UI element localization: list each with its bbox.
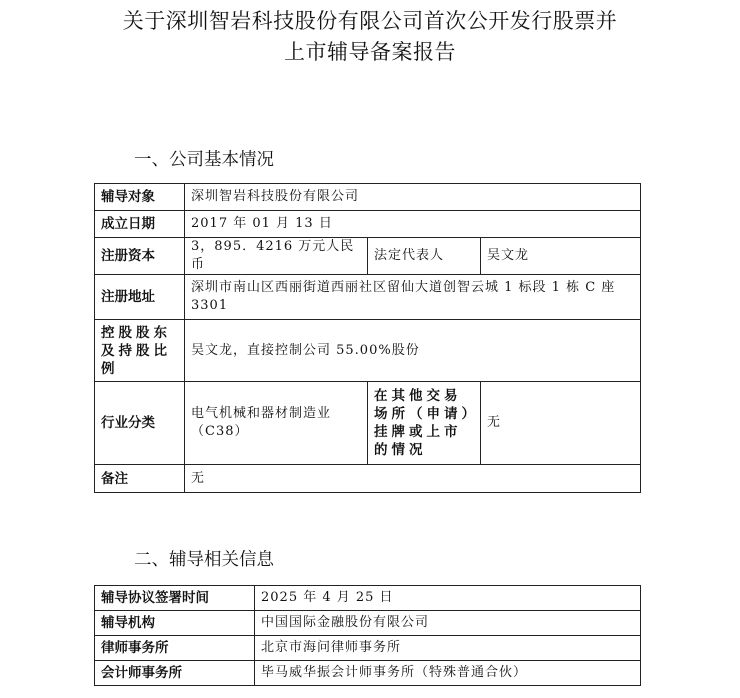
control-label: 控股股东及持股比例 xyxy=(95,320,185,382)
founded-label: 成立日期 xyxy=(95,211,185,238)
other-listing-label: 在其他交易场所（申请）挂牌或上市的情况 xyxy=(368,382,481,465)
remark-value: 无 xyxy=(185,465,641,493)
target-label: 辅导对象 xyxy=(95,184,185,211)
document-title xyxy=(0,6,740,68)
table-row xyxy=(95,382,641,465)
section1-heading: 一、公司基本情况 xyxy=(134,150,274,170)
control-value: 吴文龙，直接控制公司 55.00%股份 xyxy=(185,320,641,382)
section2-heading: 二、辅导相关信息 xyxy=(134,550,274,570)
table-row xyxy=(95,661,641,686)
table-row xyxy=(95,465,641,493)
address-value: 深圳市南山区西丽街道西丽社区留仙大道创智云城 1 标段 1 栋 C 座 3301 xyxy=(185,275,641,320)
remark-label: 备注 xyxy=(95,465,185,493)
table-row xyxy=(95,184,641,211)
industry-value: 电气机械和器材制造业（C38） xyxy=(185,382,368,465)
table-row xyxy=(95,211,641,238)
table-row xyxy=(95,320,641,382)
tutoring-info-table xyxy=(94,585,641,686)
table-row xyxy=(95,586,641,611)
agreement-value: 2025 年 4 月 25 日 xyxy=(255,586,641,611)
table-row xyxy=(95,636,641,661)
accounting-label: 会计师事务所 xyxy=(95,661,255,686)
title-line-1: 关于深圳智岩科技股份有限公司首次公开发行股票并 xyxy=(122,9,618,33)
title-line-2: 上市辅导备案报告 xyxy=(284,40,456,64)
accounting-value: 毕马威华振会计师事务所（特殊普通合伙） xyxy=(255,661,641,686)
table-row xyxy=(95,275,641,320)
other-listing-value: 无 xyxy=(481,382,641,465)
legal-rep-label: 法定代表人 xyxy=(368,238,481,275)
law-firm-value: 北京市海问律师事务所 xyxy=(255,636,641,661)
table-row xyxy=(95,611,641,636)
law-firm-label: 律师事务所 xyxy=(95,636,255,661)
address-label: 注册地址 xyxy=(95,275,185,320)
target-value: 深圳智岩科技股份有限公司 xyxy=(185,184,641,211)
capital-value: 3，895．4216 万元人民币 xyxy=(185,238,368,275)
legal-rep-value: 吴文龙 xyxy=(481,238,641,275)
institution-label: 辅导机构 xyxy=(95,611,255,636)
capital-label: 注册资本 xyxy=(95,238,185,275)
agreement-label: 辅导协议签署时间 xyxy=(95,586,255,611)
institution-value: 中国国际金融股份有限公司 xyxy=(255,611,641,636)
company-info-table xyxy=(94,183,641,493)
founded-value: 2017 年 01 月 13 日 xyxy=(185,211,641,238)
table-row xyxy=(95,238,641,275)
industry-label: 行业分类 xyxy=(95,382,185,465)
